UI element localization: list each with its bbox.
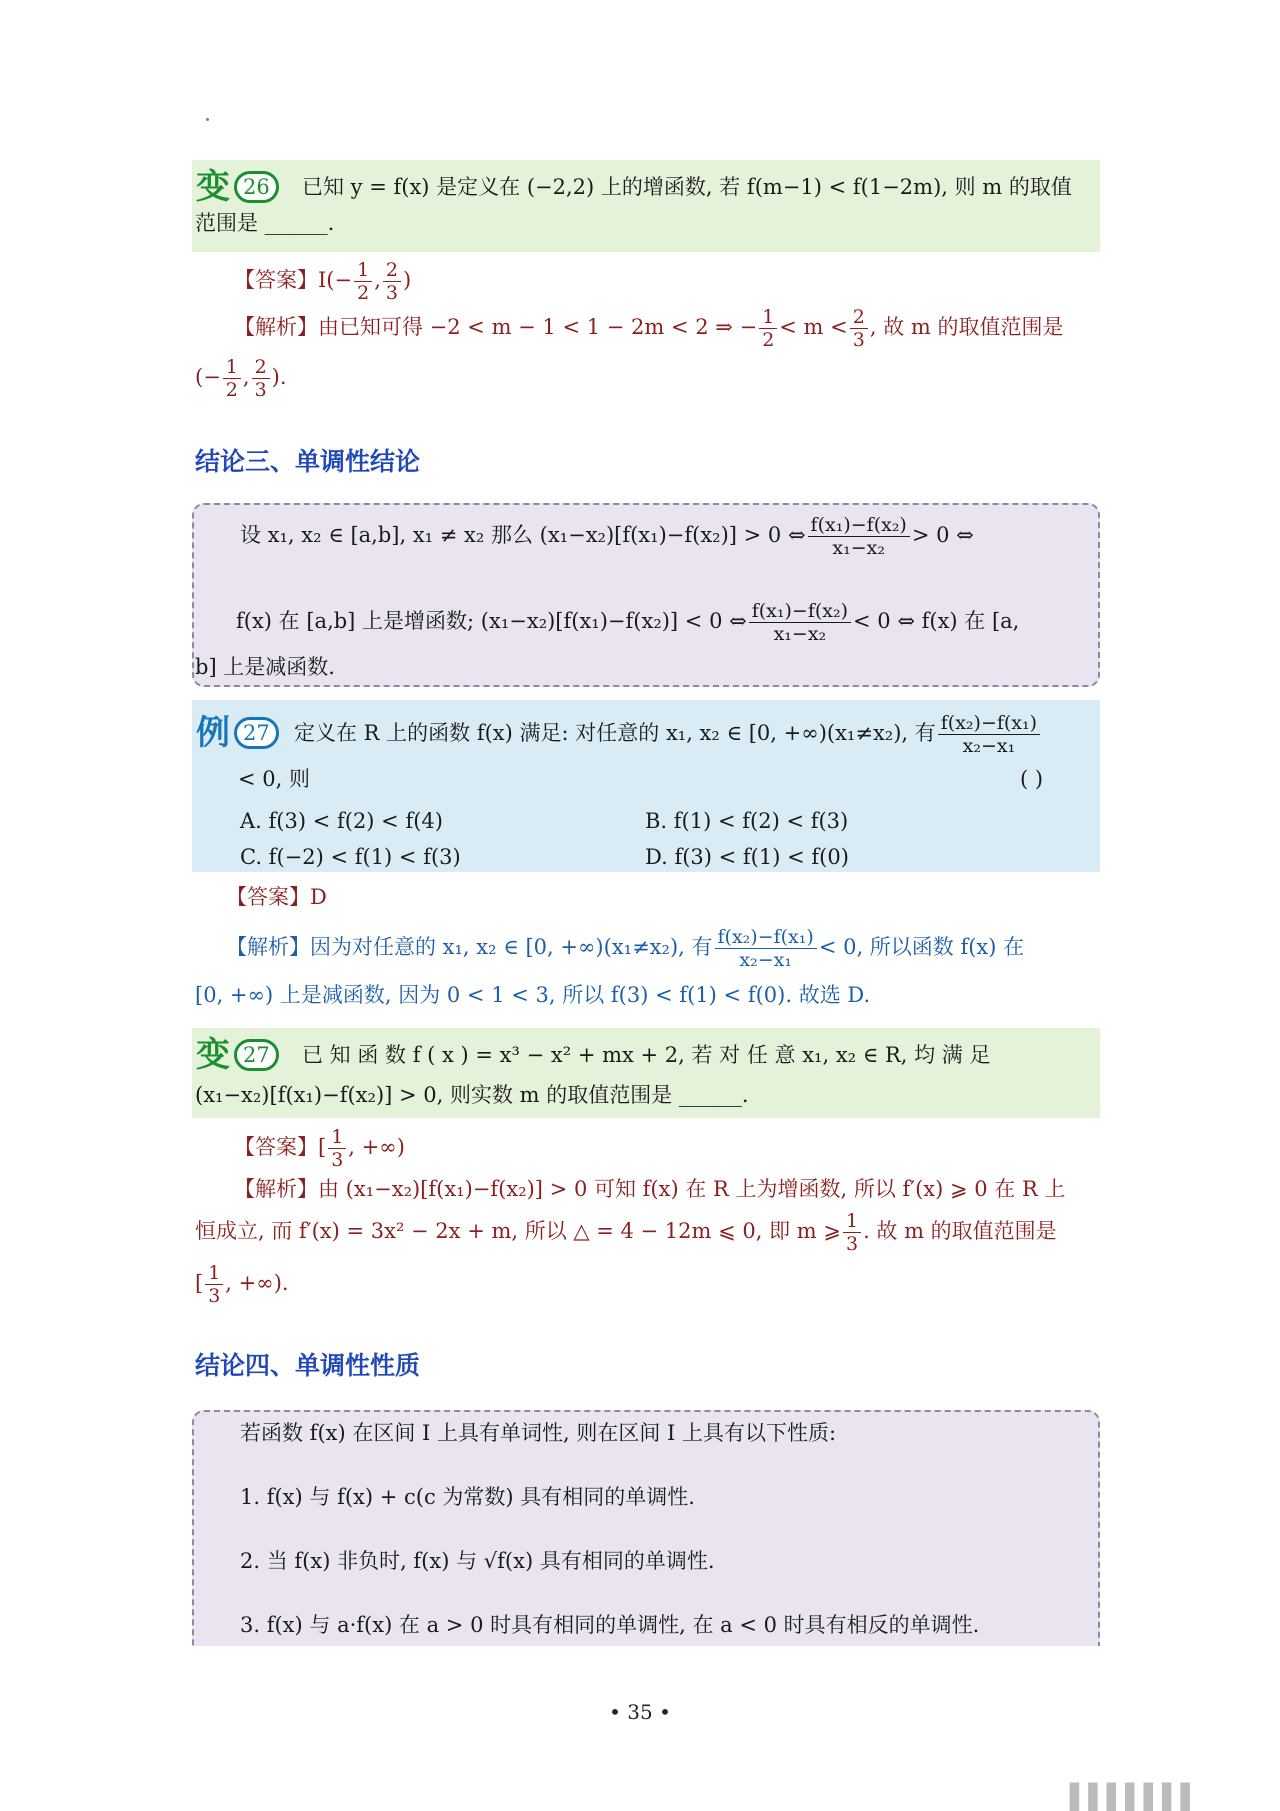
section-heading-3: 结论三、单调性结论 xyxy=(195,447,421,476)
frac-den: 3 xyxy=(385,282,398,304)
analysis-pre: 由已知可得 −2 < m − 1 < 1 − 2m < 2 ⇒ − xyxy=(318,315,758,339)
answer-pre: I(− xyxy=(318,268,353,292)
c3-l2-post: < 0 ⇔ f(x) 在 [a, xyxy=(853,609,1020,633)
scan-dot xyxy=(206,118,209,121)
property-2: 2. 当 f(x) 非负时, f(x) 与 √f(x) 具有相同的单调性. xyxy=(240,1549,715,1573)
an3-post: , +∞). xyxy=(225,1271,289,1295)
frac-num: f(x₁)−f(x₂) xyxy=(749,600,851,623)
c3-l1-post: > 0 ⇔ xyxy=(911,523,974,547)
answer-label: 【答案】 xyxy=(234,1135,318,1159)
c3-l2-fraction xyxy=(749,600,851,645)
example-tag-number: 27 xyxy=(234,717,279,749)
variant-26-question-line1: 已知 y = f(x) 是定义在 (−2,2) 上的增函数, 若 f(m−1) < f(1−2m), 则 m 的取值 xyxy=(302,175,1072,199)
an2-fraction xyxy=(843,1210,861,1255)
option-a: A. f(3) < f(2) < f(4) xyxy=(240,809,443,833)
option-b: B. f(1) < f(2) < f(3) xyxy=(645,809,849,833)
variant-tag-number: 26 xyxy=(234,171,279,203)
frac-num: 1 xyxy=(843,1210,861,1233)
property-intro: 若函数 f(x) 在区间 I 上具有单词性, 则在区间 I 上具有以下性质: xyxy=(240,1421,837,1445)
answer-post: ) xyxy=(402,268,412,292)
frac-num: 1 xyxy=(205,1262,223,1285)
variant-26-analysis-line1 xyxy=(234,304,1063,351)
frac-den: 3 xyxy=(254,379,267,401)
frac-num: 2 xyxy=(252,356,270,379)
c3-l1-fraction xyxy=(808,514,910,559)
variant-tag-char: 变 xyxy=(196,167,230,207)
an3-fraction xyxy=(205,1262,223,1307)
frac-den: x₁−x₂ xyxy=(832,537,885,559)
option-d: D. f(3) < f(1) < f(0) xyxy=(645,845,849,869)
analysis2-post: ). xyxy=(271,365,287,389)
variant-26-question-line2: 范围是 ______. xyxy=(195,211,335,235)
frac-den: 2 xyxy=(762,329,775,351)
watermark-bars: ▌▌▌▌▌▌▌ xyxy=(1070,1783,1200,1811)
analysis-fraction-1 xyxy=(759,306,777,351)
variant-27-analysis-line2 xyxy=(195,1208,1057,1255)
frac-num: 2 xyxy=(383,259,401,282)
an3-pre: [ xyxy=(195,1271,204,1295)
answer-pre: [ xyxy=(318,1135,327,1159)
analysis2-fraction-2 xyxy=(252,356,270,401)
analysis2-pre: (− xyxy=(195,365,221,389)
c3-l1-pre: 设 x₁, x₂ ∈ [a,b], x₁ ≠ x₂ 那么 (x₁−x₂)[f(x₁)−f(x₂)] > 0 ⇔ xyxy=(240,523,806,547)
example-27-analysis-line2: [0, +∞) 上是减函数, 因为 0 < 1 < 3, 所以 f(3) < f(1) < f(0). 故选 D. xyxy=(195,983,871,1007)
example-27-question-line1 xyxy=(294,708,1042,758)
answer-fraction-1 xyxy=(354,259,372,304)
ex27-an-fraction xyxy=(715,926,817,971)
example-27-tag xyxy=(196,714,279,752)
answer-fraction-2 xyxy=(383,259,401,304)
variant-27-question-line2: (x₁−x₂)[f(x₁)−f(x₂)] > 0, 则实数 m 的取值范围是 ______. xyxy=(195,1083,749,1107)
variant-26-tag xyxy=(196,168,279,206)
variant-26-answer xyxy=(234,258,411,304)
example-27-question-line2: < 0, 则 xyxy=(238,767,310,791)
answer-fraction xyxy=(328,1126,346,1171)
frac-den: x₂−x₁ xyxy=(739,949,792,971)
property-1: 1. f(x) 与 f(x) + c(c 为常数) 具有相同的单调性. xyxy=(240,1485,695,1509)
frac-num: f(x₂)−f(x₁) xyxy=(715,926,817,949)
variant-26-analysis-line2 xyxy=(195,354,287,401)
frac-num: f(x₂)−f(x₁) xyxy=(938,712,1040,735)
frac-den: 3 xyxy=(208,1285,221,1307)
frac-den: 2 xyxy=(357,282,370,304)
example-27-analysis-line1 xyxy=(226,922,1024,972)
analysis-mid: < m < xyxy=(779,315,848,339)
frac-num: 1 xyxy=(354,259,372,282)
frac-den: x₂−x₁ xyxy=(962,735,1016,757)
example-tag-char: 例 xyxy=(196,713,230,753)
analysis2-mid: , xyxy=(242,365,250,389)
analysis-post: , 故 m 的取值范围是 xyxy=(869,315,1064,339)
section-heading-4: 结论四、单调性性质 xyxy=(195,1351,421,1380)
variant-27-analysis-line1: 【解析】由 (x₁−x₂)[f(x₁)−f(x₂)] > 0 可知 f(x) 在 R 上为增函数, 所以 f′(x) ⩾ 0 在 R 上 xyxy=(234,1177,1066,1201)
conclusion-3-line3: b] 上是减函数. xyxy=(195,655,335,679)
variant-tag-number: 27 xyxy=(234,1039,279,1071)
conclusion-3-line2 xyxy=(236,596,1019,646)
an2-pre: 恒成立, 而 f′(x) = 3x² − 2x + m, 所以 △ = 4 − 12m ⩽ 0, 即 m ⩾ xyxy=(195,1219,841,1243)
an2-post: . 故 m 的取值范围是 xyxy=(863,1219,1057,1243)
answer-bracket: ( ) xyxy=(1020,767,1044,791)
ex27-an-post: < 0, 所以函数 f(x) 在 xyxy=(818,935,1025,959)
frac-num: 1 xyxy=(328,1126,346,1149)
property-3: 3. f(x) 与 a·f(x) 在 a > 0 时具有相同的单调性, 在 a < 0 时具有相反的单调性. xyxy=(240,1613,980,1637)
frac-num: 1 xyxy=(759,306,777,329)
variant-27-question-line1: 已 知 函 数 f ( x ) = x³ − x² + mx + 2, 若 对 任 意 x₁, x₂ ∈ R, 均 满 足 xyxy=(302,1043,991,1067)
frac-num: 2 xyxy=(850,306,868,329)
c3-l2-pre: f(x) 在 [a,b] 上是增函数; (x₁−x₂)[f(x₁)−f(x₂)] < 0 ⇔ xyxy=(236,609,747,633)
frac-den: 2 xyxy=(225,379,238,401)
frac-den: 3 xyxy=(852,329,865,351)
frac-den: 3 xyxy=(331,1149,344,1171)
option-c: C. f(−2) < f(1) < f(3) xyxy=(240,845,461,869)
analysis-label: 【解析】 xyxy=(234,315,318,339)
example-27-answer: 【答案】D xyxy=(226,885,327,909)
frac-num: 1 xyxy=(223,356,241,379)
answer-post: , +∞) xyxy=(348,1135,405,1159)
page-number: • 35 • xyxy=(609,1700,671,1724)
variant-27-answer xyxy=(234,1124,405,1171)
frac-num: f(x₁)−f(x₂) xyxy=(808,514,910,537)
analysis2-fraction-1 xyxy=(223,356,241,401)
conclusion-3-line1 xyxy=(240,510,974,560)
variant-27-tag xyxy=(196,1036,279,1074)
answer-mid: , xyxy=(374,268,381,292)
frac-den: 3 xyxy=(845,1233,859,1255)
answer-label: 【答案】 xyxy=(234,268,318,292)
variant-27-analysis-line3 xyxy=(195,1260,289,1307)
frac-den: x₁−x₂ xyxy=(773,623,827,645)
ex27-l1-fraction xyxy=(938,712,1040,757)
variant-tag-char: 变 xyxy=(196,1035,230,1075)
ex27-l1-pre: 定义在 R 上的函数 f(x) 满足: 对任意的 x₁, x₂ ∈ [0, +∞)(x₁≠x₂), 有 xyxy=(294,721,936,745)
analysis-fraction-2 xyxy=(850,306,868,351)
ex27-an-pre: 【解析】因为对任意的 x₁, x₂ ∈ [0, +∞)(x₁≠x₂), 有 xyxy=(226,935,713,959)
